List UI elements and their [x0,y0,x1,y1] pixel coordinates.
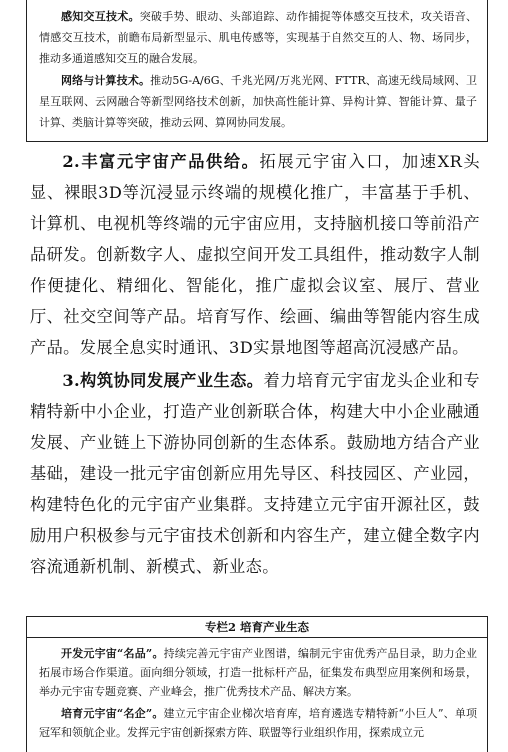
paragraph-body: 推动5G-A/6G、千兆光网/万兆光网、FTTR、高速无线局域网、卫星互联网、云网融合等新型网络技术创新，加快高性能计算、异构计算、智能计算、量子计算、类脑计算等突破，推动云网、算网协同发展。 [39,74,478,129]
paragraph-famous-enterprises [39,704,477,742]
section-heading: 3.构筑协同发展产业生态。 [62,371,264,390]
callout-box-top [26,0,488,142]
paragraph-body: 突破手势、眼动、头部追踪、动作捕捉等体感交互技术，攻关语音、情感交互技术，前瞻布局新型显示、肌电传感等，实现基于自然交互的人、物、场同步，推动多通道感知交互的融合发展。 [39,10,477,65]
column-body [27,638,487,742]
section-heading: 2.丰富元宇宙产品供给。 [62,152,260,171]
paragraph-body: 建立元宇宙企业梯次培育库，培育遴选专精特新“小巨人”、单项冠军和领航企业。发挥元宇宙创新探索方阵、联盟等行业组织作用，探索成立元 [39,707,478,739]
section-3-paragraph [30,365,480,582]
paragraph-network-computing [39,70,477,133]
paragraph-perception-interaction [39,6,477,69]
paragraph-heading: 感知交互技术。 [61,10,140,23]
column-title: 专栏2 培育产业生态 [27,617,487,638]
paragraph-heading: 开发元宇宙“名品”。 [61,647,164,660]
paragraph-heading: 培育元宇宙“名企”。 [61,707,164,720]
section-2-paragraph [30,146,480,363]
section-body: 着力培育元宇宙龙头企业和专精特新中小企业，打造产业创新联合体，构建大中小企业融通发展、产业链上下游协同创新的生态体系。鼓励地方结合产业基础，建设一批元宇宙创新应用先导区、科技园区、产业园，构建特色化的元宇宙产业集群。支持建立元宇宙开源社区，鼓励用户积极参与元宇宙技术创新和内容生产，建立健全数字内容流通新机制、新模式、新业态。 [30,371,480,576]
paragraph-heading: 网络与计算技术。 [61,74,151,87]
paragraph-body: 持续完善元宇宙产业图谱，编制元宇宙优秀产品目录，助力企业拓展市场合作渠道。面向细分领域，打造一批标杆产品，征集发布典型应用案例和场景，举办元宇宙专题竞赛、产业峰会，推广优秀技术产品、解决方案。 [39,647,477,698]
paragraph-famous-products [39,644,477,701]
callout-box-column-2 [26,616,488,752]
section-body: 拓展元宇宙入口，加速XR头显、裸眼3D等沉浸显示终端的规模化推广，丰富基于手机、计算机、电视机等终端的元宇宙应用，支持脑机接口等前沿产品研发。创新数字人、虚拟空间开发工具组件，推动数字人制作便捷化、精细化、智能化，推广虚拟会议室、展厅、营业厅、社交空间等产品。培育写作、绘画、编曲等智能内容生成产品。发展全息实时通讯、3D实景地图等超高沉浸感产品。 [30,152,480,357]
main-text [30,146,480,584]
